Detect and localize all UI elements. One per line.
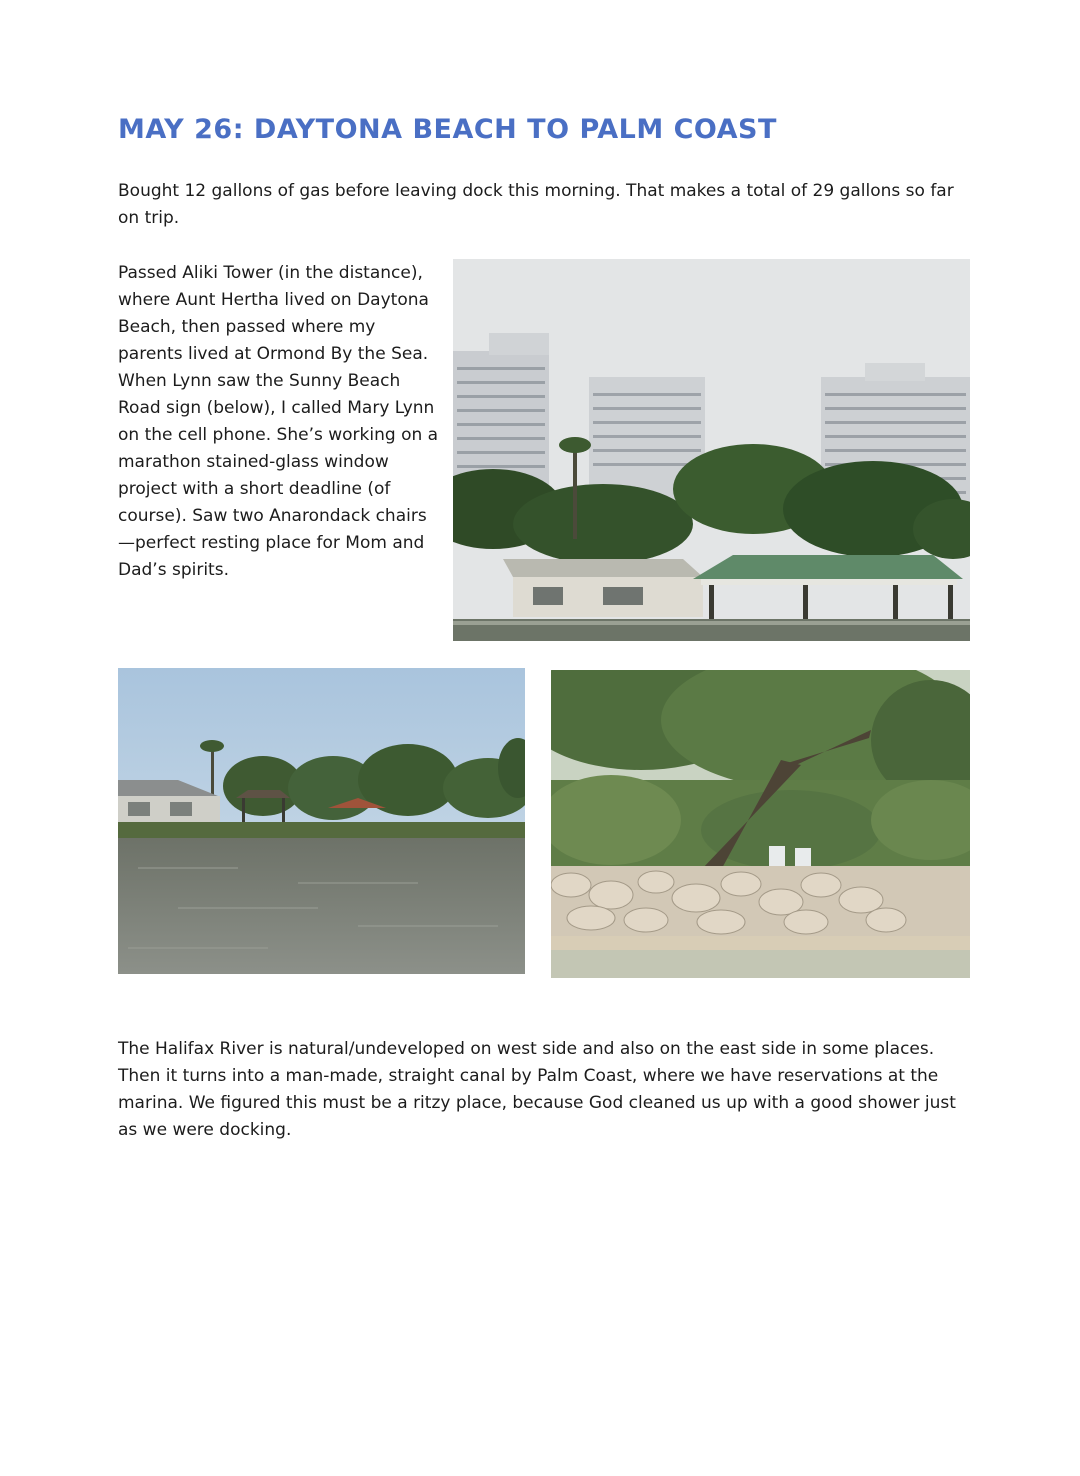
paragraph-gas: Bought 12 gallons of gas before leaving dock this morning. That makes a total of 29 gallons so far on trip. [118,181,954,228]
photo-halifax-river-bank [118,668,525,974]
photo-aliki-towers [453,259,970,641]
photo-adirondack-chairs [551,670,970,978]
page-title: MAY 26: DAYTONA BEACH TO PALM COAST [118,114,777,145]
paragraph-aliki-tower: Passed Aliki Tower (in the distance), where Aunt Hertha lived on Daytona Beach, then passed where my parents lived at Ormond By the Sea. When Lynn saw the Sunny Beach Road sign (below), I called Mary Lynn on the cell phone. She’s working on a marathon stained-glass window project with a short deadline (of course). Saw two Anarondack chairs—perfect resting place for Mom and Dad’s spirits. [118,263,439,580]
paragraph-halifax-river: The Halifax River is natural/undeveloped on west side and also on the east side in some places. Then it turns into a man-made, straight canal by Palm Coast, where we have reservations at the marina. We figured this must be a ritzy place, because God cleaned us up with a good shower just as we were docking. [118,1039,956,1140]
